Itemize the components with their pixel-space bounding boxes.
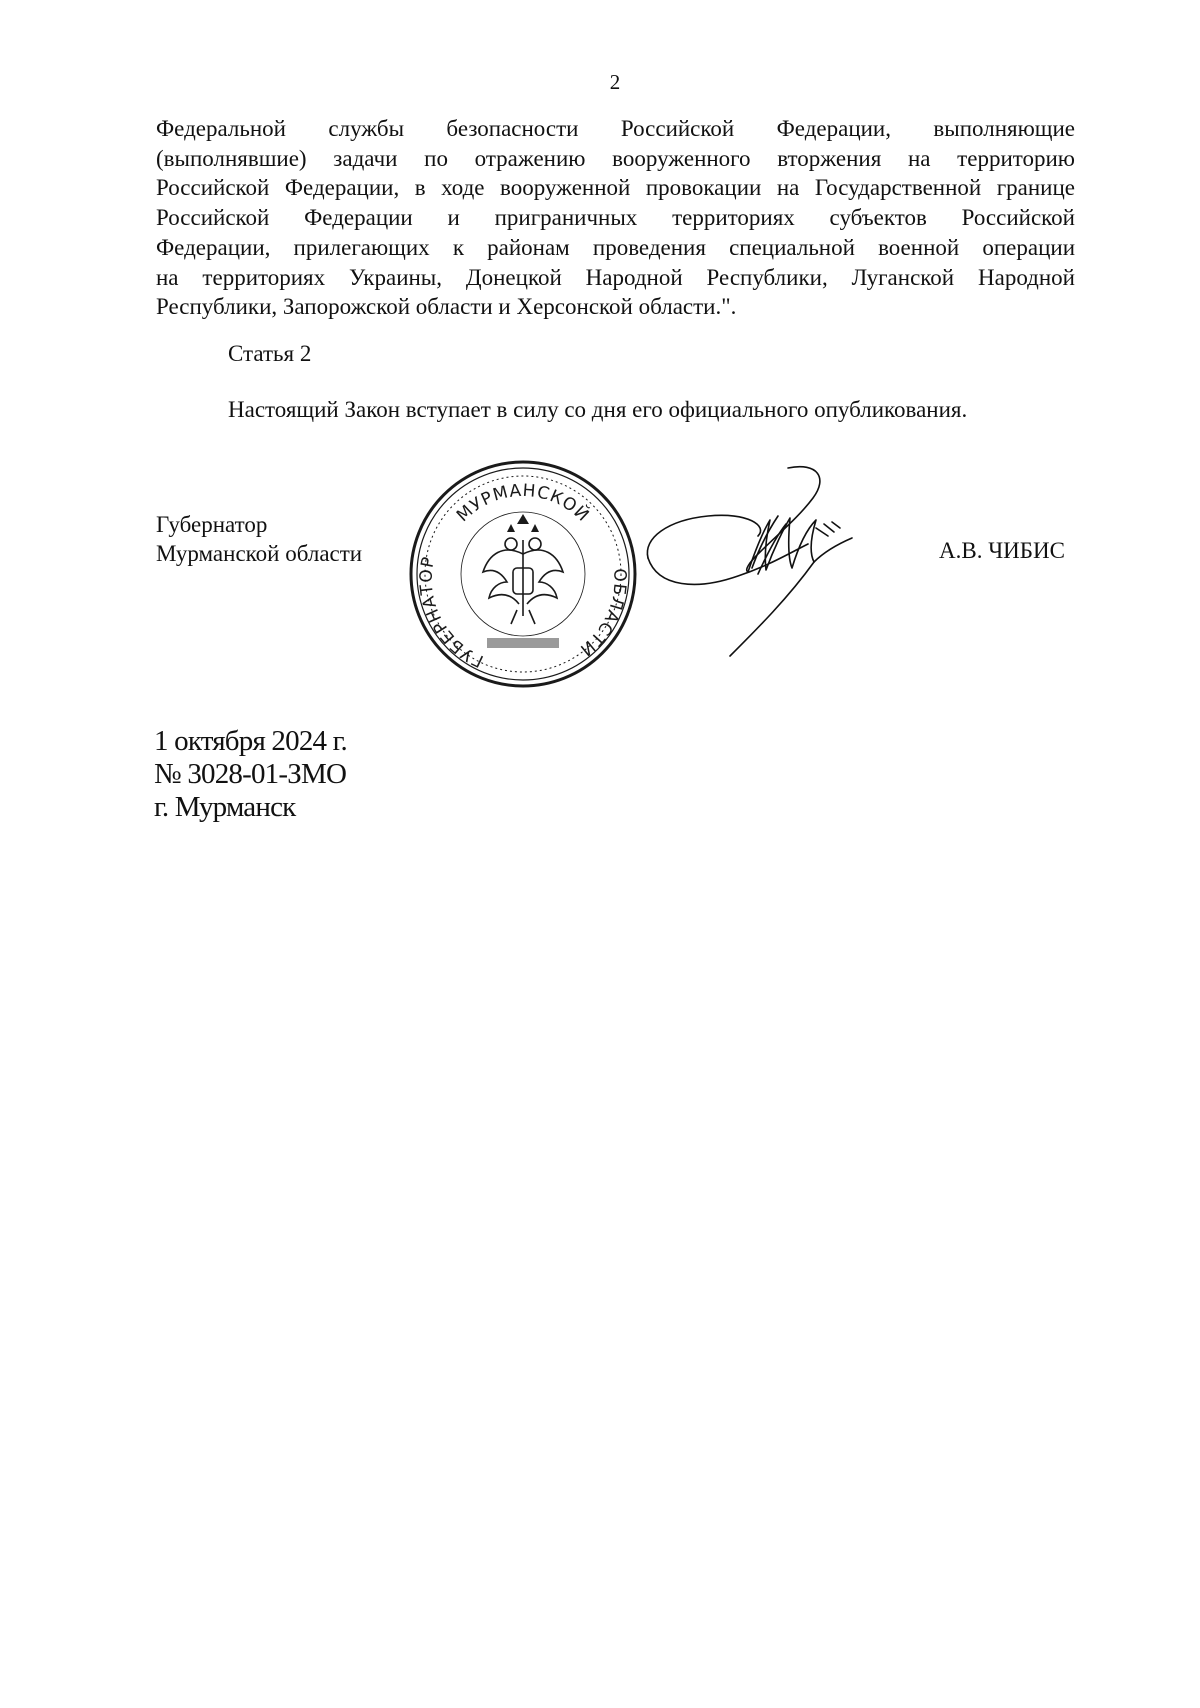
body-line: на территориях Украины, Донецкой Народной Республики, Луганской Народной: [156, 264, 1075, 290]
body-line: Российской Федерации, в ходе вооруженной провокации на Государственной границе: [156, 175, 1075, 201]
body-paragraph: [156, 114, 1075, 322]
body-line: Республики, Запорожской области и Херсонской области.".: [156, 294, 737, 320]
signer-title-line: Губернатор: [156, 512, 268, 537]
law-date: 1 октября 2024 г.: [154, 725, 347, 757]
article-title: Статья 2: [228, 341, 312, 366]
signer-title-line: Мурманской области: [156, 541, 363, 566]
body-line: (выполнявшие) задачи по отражению вооруженного вторжения на территорию: [156, 145, 1075, 171]
page-number: 2: [609, 70, 621, 94]
signer-name: А.В. ЧИБИС: [939, 538, 1065, 563]
body-line: Российской Федерации и приграничных территориях субъектов Российской: [156, 205, 1075, 231]
signer-title: [156, 510, 362, 568]
official-seal-icon: [407, 458, 639, 690]
svg-text:МУРМАНСКОЙ: МУРМАНСКОЙ: [452, 480, 594, 527]
law-number: № 3028-01-ЗМО: [154, 758, 347, 790]
svg-text:ГУБЕРНАТОР: ГУБЕРНАТОР: [416, 554, 487, 671]
article-text: Настоящий Закон вступает в силу со дня его официального опубликования.: [228, 397, 968, 422]
body-line: Федеральной службы безопасности Российской Федерации, выполняющие: [156, 116, 1075, 141]
law-requisites: [154, 725, 347, 824]
svg-text:ОБЛАСТИ: ОБЛАСТИ: [575, 568, 630, 661]
handwritten-signature-icon: [638, 458, 888, 668]
law-city: г. Мурманск: [154, 791, 296, 823]
body-line: Федерации, прилегающих к районам проведения специальной военной операции: [156, 234, 1075, 260]
